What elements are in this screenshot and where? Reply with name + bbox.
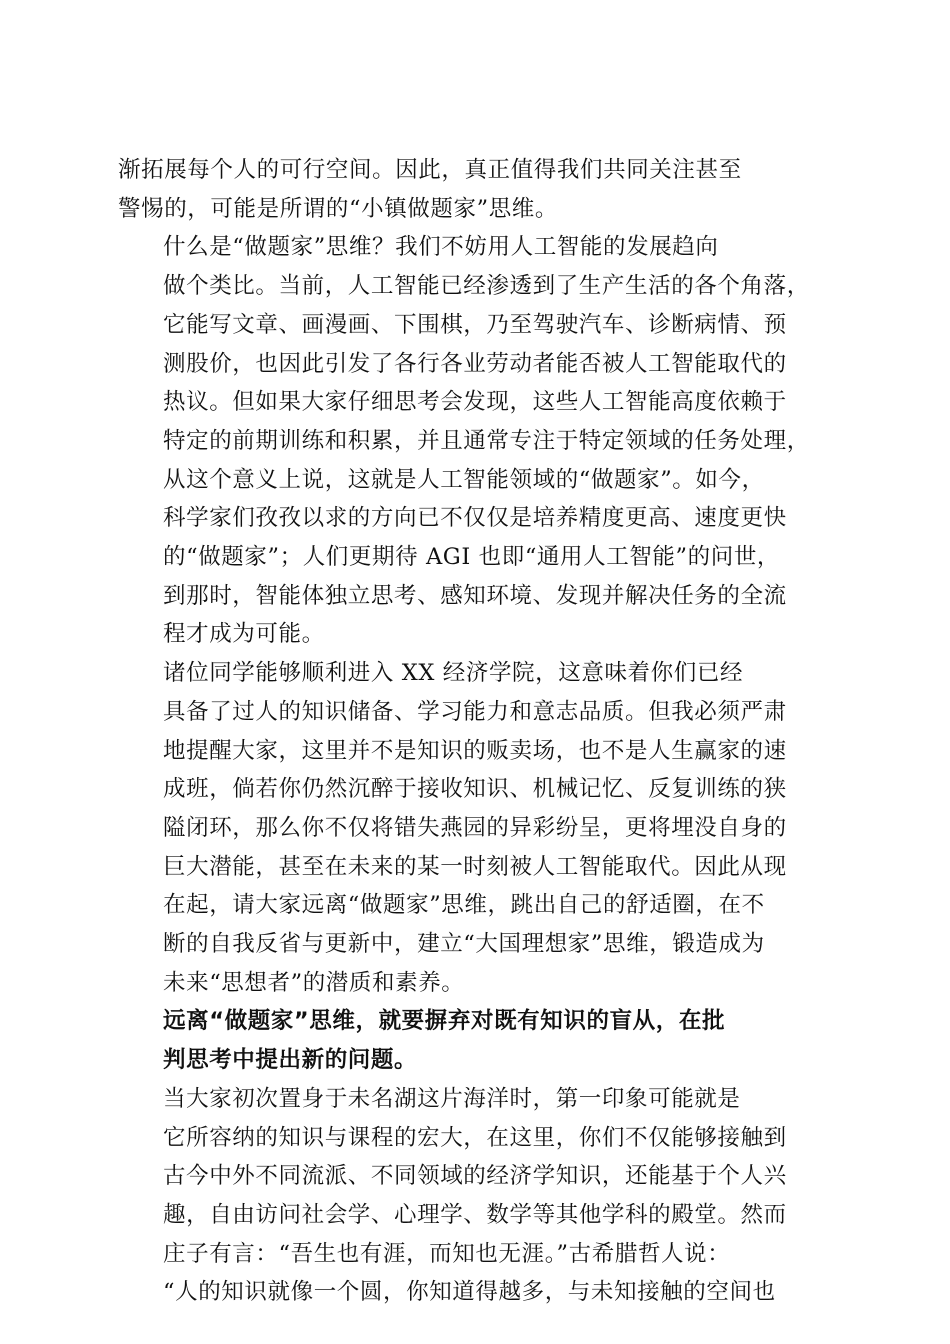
text-line: 特定的前期训练和积累，并且通常专注于特定领域的任务处理， [163, 427, 810, 454]
text-line: 远离“做题家”思维，就要摒弃对既有知识的盲从，在批 [163, 1008, 726, 1035]
text-line: “人的知识就像一个圆，你知道得越多，与未知接触的空间也 [163, 1279, 776, 1306]
text-line: 隘闭环，那么你不仅将错失燕园的异彩纷呈，更将埋没自身的 [163, 814, 787, 841]
text-line: 未来“思想者”的潜质和素养。 [163, 969, 465, 996]
text-line: 在起，请大家远离“做题家”思维，跳出自己的舒适圈，在不 [163, 892, 765, 919]
paragraph [118, 1080, 830, 1312]
text-line: 到那时，智能体独立思考、感知环境、发现并解决任务的全流 [163, 582, 787, 609]
text-line: 它所容纳的知识与课程的宏大，在这里，你们不仅能够接触到 [163, 1124, 787, 1151]
paragraph [118, 228, 830, 654]
section-heading [118, 1002, 830, 1079]
text-line: 做个类比。当前，人工智能已经渗透到了生产生活的各个角落， [163, 273, 810, 300]
text-line: 判思考中提出新的问题。 [163, 1047, 418, 1074]
text-line: 热议。但如果大家仔细思考会发现，这些人工智能高度依赖于 [163, 389, 787, 416]
text-line: 从这个意义上说，这就是人工智能领域的“做题家”。如今， [163, 466, 765, 493]
text-line: 程才成为可能。 [163, 621, 325, 648]
text-line: 庄子有言：“吾生也有涯，而知也无涯。”古希腊哲人说： [163, 1240, 731, 1267]
paragraph [118, 654, 830, 1002]
document-body [118, 151, 830, 1312]
text-line: 它能写文章、画漫画、下围棋，乃至驾驶汽车、诊断病情、预 [163, 311, 787, 338]
text-line: 成班，倘若你仍然沉醉于接收知识、机械记忆、反复训练的狭 [163, 776, 787, 803]
text-line: 断的自我反省与更新中，建立“大国理想家”思维，锻造成为 [163, 931, 765, 958]
text-line: 的“做题家”；人们更期待 AGI 也即“通用人工智能”的问世， [163, 544, 781, 571]
text-line: 当大家初次置身于未名湖这片海洋时，第一印象可能就是 [163, 1085, 741, 1112]
text-line: 测股价，也因此引发了各行各业劳动者能否被人工智能取代的 [163, 350, 787, 377]
text-line: 什么是“做题家”思维？我们不妨用人工智能的发展趋向 [163, 234, 719, 261]
text-line: 具备了过人的知识储备、学习能力和意志品质。但我必须严肃 [163, 698, 787, 725]
text-line: 古今中外不同流派、不同领域的经济学知识，还能基于个人兴 [163, 1163, 787, 1190]
text-line: 诸位同学能够顺利进入 XX 经济学院，这意味着你们已经 [163, 660, 744, 687]
text-line: 科学家们孜孜以求的方向已不仅仅是培养精度更高、速度更快 [163, 505, 787, 532]
text-line: 警惕的，可能是所谓的“小镇做题家”思维。 [118, 195, 559, 222]
text-line: 渐拓展每个人的可行空间。因此，真正值得我们共同关注甚至 [118, 157, 742, 183]
text-line: 巨大潜能，甚至在未来的某一时刻被人工智能取代。因此从现 [163, 853, 787, 880]
paragraph [118, 151, 830, 228]
text-line: 地提醒大家，这里并不是知识的贩卖场，也不是人生赢家的速 [163, 737, 787, 764]
text-line: 趣，自由访问社会学、心理学、数学等其他学科的殿堂。然而 [163, 1201, 787, 1228]
